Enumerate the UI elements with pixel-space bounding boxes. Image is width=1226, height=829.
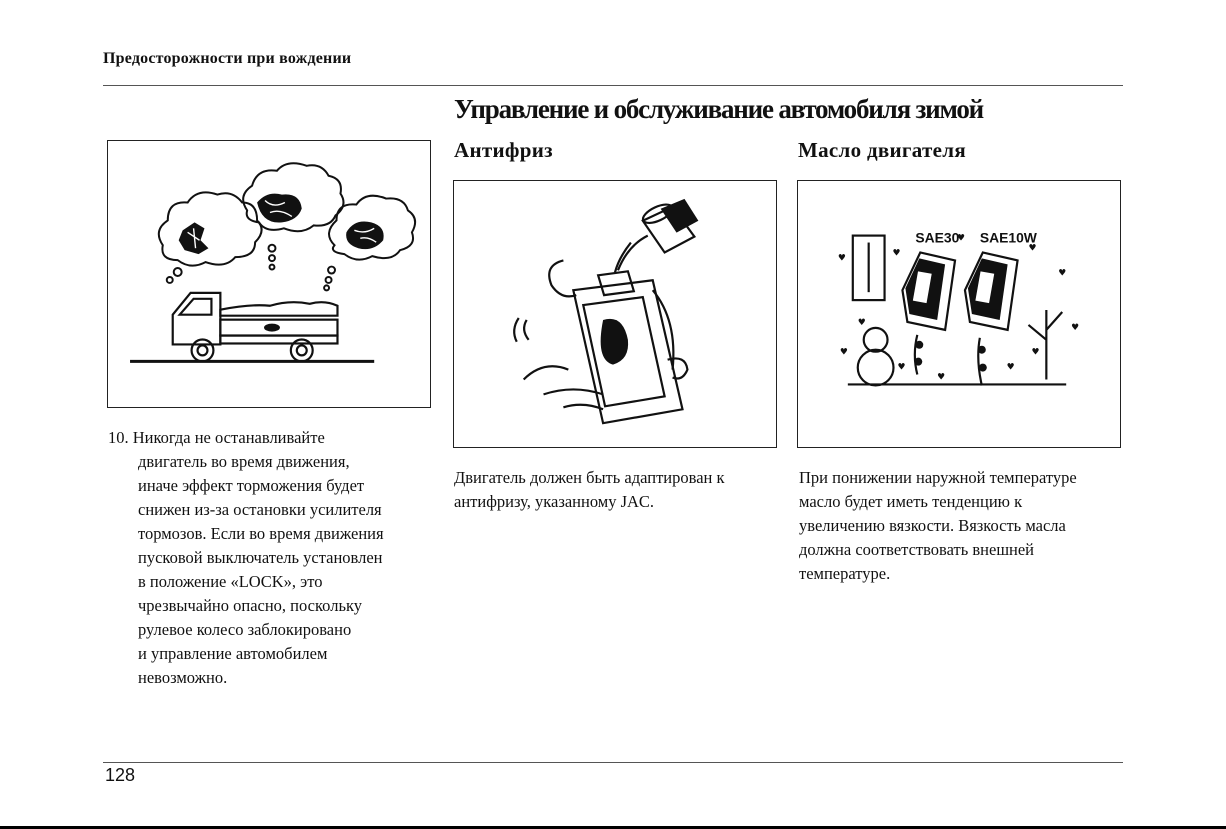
oil-line-3: должна соответствовать внешней xyxy=(799,540,1035,559)
antifreeze-line-0: Двигатель должен быть адаптирован к xyxy=(454,468,725,487)
svg-text:♥: ♥ xyxy=(837,253,846,264)
antifreeze-title: Антифриз xyxy=(454,138,553,162)
oil-line-4: температуре. xyxy=(799,564,891,583)
oil-label-sae10w: SAE10W xyxy=(979,229,1037,246)
section-header: Предосторожности при вождении xyxy=(103,50,352,67)
engine-oil-text xyxy=(799,466,1129,586)
engine-oil-title: Масло двигателя xyxy=(798,138,967,162)
item-number: 10. xyxy=(108,428,129,447)
svg-text:♥: ♥ xyxy=(839,347,848,358)
svg-text:♥: ♥ xyxy=(1028,243,1037,254)
warning-line-7: чрезвычайно опасно, поскольку xyxy=(138,596,362,615)
radiator-drawing xyxy=(454,181,776,447)
svg-text:♥: ♥ xyxy=(957,233,966,244)
svg-text:♥: ♥ xyxy=(857,317,866,328)
page-number: 128 xyxy=(105,765,136,785)
footer-divider xyxy=(103,762,1123,763)
oil-label-sae30: SAE30 xyxy=(915,229,960,246)
svg-text:♥: ♥ xyxy=(1031,347,1040,358)
antifreeze-line-1: антифризу, указанному JAC. xyxy=(454,492,655,511)
warning-line-3: снижен из-за остановки усилителя xyxy=(138,500,382,519)
warning-line-6: в положение «LOCK», это xyxy=(138,572,323,591)
svg-text:♥: ♥ xyxy=(1006,362,1015,373)
page-title: Управление и обслуживание автомобиля зимой xyxy=(454,94,984,124)
warning-line-5: пусковой выключатель установлен xyxy=(138,548,383,567)
warning-line-2: иначе эффект торможения будет xyxy=(138,476,365,495)
svg-text:♥: ♥ xyxy=(1071,322,1080,333)
engine-oil-illustration xyxy=(797,180,1121,448)
oil-line-1: масло будет иметь тенденцию к xyxy=(799,492,1023,511)
warning-line-1: двигатель во время движения, xyxy=(138,452,350,471)
svg-text:♥: ♥ xyxy=(1058,268,1067,279)
svg-text:♥: ♥ xyxy=(897,362,906,373)
svg-text:♥: ♥ xyxy=(892,248,901,259)
warning-line-0: Никогда не останавливайте xyxy=(132,428,325,447)
truck-illustration xyxy=(107,140,431,408)
oil-line-2: увеличению вязкости. Вязкость масла xyxy=(799,516,1066,535)
svg-text:♥: ♥ xyxy=(937,372,946,383)
warning-line-8: рулевое колесо заблокировано xyxy=(138,620,352,639)
warning-line-10: невозможно. xyxy=(138,668,228,687)
oil-line-0: При понижении наружной температуре xyxy=(799,468,1077,487)
warning-item-10 xyxy=(108,426,428,690)
truck-drawing xyxy=(108,141,430,407)
oil-drawing xyxy=(798,181,1120,447)
antifreeze-illustration xyxy=(453,180,777,448)
warning-line-9: и управление автомобилем xyxy=(138,644,328,663)
antifreeze-text xyxy=(454,466,784,514)
warning-line-4: тормозов. Если во время движения xyxy=(138,524,384,543)
header-divider xyxy=(103,85,1123,86)
